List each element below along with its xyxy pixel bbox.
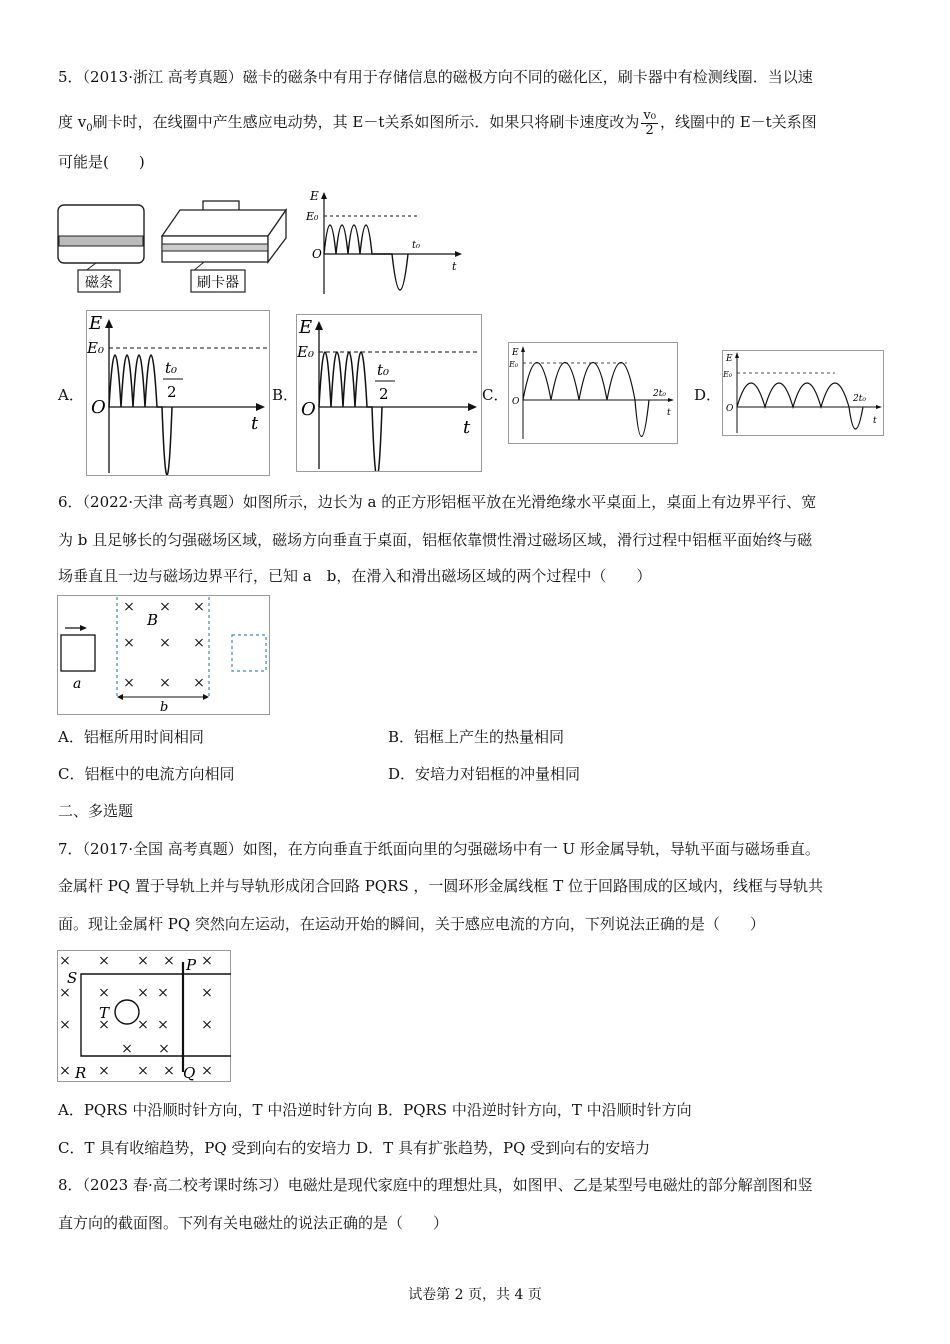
q5-line1: 5．（2013·浙江 高考真题）磁卡的磁条中有用于存储信息的磁极方向不同的磁化区，刷卡器中有检测线圈．当以速 (58, 68, 813, 86)
svg-text:O: O (312, 247, 322, 261)
svg-text:O: O (91, 397, 106, 418)
svg-text:B: B (147, 611, 159, 629)
svg-text:×: × (158, 1041, 170, 1057)
svg-text:×: × (159, 635, 171, 651)
svg-text:×: × (157, 1017, 169, 1033)
q5-option-a-label: A． (58, 386, 84, 404)
svg-text:b: b (160, 700, 169, 715)
svg-text:Q: Q (183, 1064, 196, 1082)
q6-option-a[interactable]: A．铝框所用时间相同 (58, 728, 204, 746)
svg-text:t₀: t₀ (165, 359, 178, 377)
svg-text:E: E (310, 189, 319, 203)
svg-text:×: × (157, 985, 169, 1001)
svg-text:×: × (137, 1017, 149, 1033)
svg-text:×: × (163, 953, 175, 969)
svg-text:×: × (137, 1063, 149, 1079)
page-footer: 试卷第 2 页，共 4 页 (408, 1287, 542, 1303)
svg-text:E: E (299, 317, 313, 338)
section-title: 二、多选题 (58, 802, 134, 820)
svg-text:×: × (201, 985, 213, 1001)
q7-line3: 面。现让金属杆 PQ 突然向左运动，在运动开始的瞬间，关于感应电流的方向，下列说法正确的是（ ） (58, 915, 765, 933)
svg-text:×: × (201, 953, 213, 969)
q8-line1: 8．（2023 春·高二校考课时练习）电磁灶是现代家庭中的理想灶具，如图甲、乙是某型号电磁灶的部分解剖图和竖 (58, 1176, 813, 1194)
svg-text:×: × (59, 1063, 71, 1079)
svg-text:O: O (512, 397, 520, 407)
q7-line1: 7．（2017·全国 高考真题）如图，在方向垂直于纸面向里的匀强磁场中有一 U 形金属导轨，导轨平面与磁场垂直。 (58, 840, 820, 858)
svg-text:×: × (98, 1063, 110, 1079)
svg-text:E₀: E₀ (297, 343, 314, 361)
svg-text:t₀: t₀ (412, 240, 421, 251)
svg-text:×: × (98, 1017, 110, 1033)
svg-text:2t₀: 2t₀ (853, 394, 866, 404)
svg-text:E₀: E₀ (87, 339, 104, 357)
svg-text:×: × (193, 675, 205, 691)
q5-line2: 度 $v_0$刷卡时，在线圈中产生感应电动势，其 E－t关系如图所示．如果只将刷卡速度改为 $\frac{\text{v₀}}{2}$ ，线圈中的 E－t关系图 (58, 107, 817, 138)
card-reader-figure (158, 198, 290, 296)
svg-text:×: × (59, 953, 71, 969)
q6-option-b[interactable]: B．铝框上产生的热量相同 (388, 728, 565, 746)
svg-text:T: T (99, 1004, 110, 1022)
svg-text:E: E (726, 354, 733, 364)
svg-text:×: × (98, 953, 110, 969)
svg-text:t: t (251, 413, 259, 434)
svg-text:×: × (193, 635, 205, 651)
svg-text:2t₀: 2t₀ (653, 389, 666, 399)
svg-text:×: × (123, 635, 135, 651)
svg-text:×: × (98, 985, 110, 1001)
svg-text:×: × (163, 1063, 175, 1079)
q5-option-b-graph[interactable] (296, 314, 482, 472)
svg-text:O: O (301, 399, 316, 420)
svg-text:×: × (137, 985, 149, 1001)
svg-text:t: t (667, 408, 671, 418)
q6-line1: 6．（2022·天津 高考真题）如图所示，边长为 a 的正方形铝框平放在光滑绝缘水平桌面上，桌面上有边界平行、宽 (58, 493, 817, 511)
q5-line3: 可能是( ) (58, 153, 145, 171)
magnetic-card-figure (56, 200, 148, 296)
q5-option-c-label: C． (482, 386, 509, 404)
q7-line2: 金属杆 PQ 置于导轨上并与导轨形成闭合回路 PQRS ，一圆环形金属线框 T 位于回路围成的区域内，线框与导轨共 (58, 877, 823, 895)
svg-text:E: E (89, 313, 103, 334)
svg-text:×: × (201, 1017, 213, 1033)
svg-text:×: × (123, 675, 135, 691)
q5-option-a-graph[interactable] (86, 310, 270, 476)
q8-line2: 直方向的截面图。下列有关电磁灶的说法正确的是（ ） (58, 1214, 449, 1232)
svg-text:t: t (873, 416, 877, 426)
q5-option-b-label: B． (272, 386, 299, 404)
q6-option-d[interactable]: D．安培力对铝框的冲量相同 (388, 765, 581, 783)
svg-text:R: R (75, 1064, 87, 1082)
svg-text:×: × (59, 985, 71, 1001)
label-stripe: 磁条 (85, 275, 113, 291)
svg-text:2: 2 (379, 385, 389, 403)
svg-text:a: a (73, 676, 82, 692)
q5-option-d-graph[interactable] (722, 350, 884, 436)
label-reader: 刷卡器 (197, 275, 239, 291)
svg-text:×: × (137, 953, 149, 969)
q6-line3: 场垂直且一边与磁场边界平行，已知 a b，在滑入和滑出磁场区域的两个过程中（ ） (58, 567, 652, 585)
svg-text:E₀: E₀ (306, 210, 319, 223)
svg-text:t: t (452, 260, 457, 273)
svg-text:E: E (512, 348, 519, 358)
svg-text:S: S (67, 969, 78, 987)
svg-text:O: O (726, 404, 734, 414)
svg-text:×: × (159, 675, 171, 691)
svg-text:×: × (193, 599, 205, 615)
svg-text:P: P (186, 956, 197, 974)
q7-u-rail-figure (57, 950, 231, 1082)
q5-option-c-graph[interactable] (508, 342, 678, 444)
svg-text:×: × (201, 1063, 213, 1079)
svg-text:×: × (123, 599, 135, 615)
q6-aluminum-frame-figure (57, 595, 270, 715)
speed-fraction: $\frac{\text{v₀}}{2}$ (643, 107, 656, 138)
q5-option-d-label: D． (694, 386, 722, 404)
svg-text:×: × (159, 599, 171, 615)
q6-option-c[interactable]: C．铝框中的电流方向相同 (58, 765, 235, 783)
q7-options-cd[interactable]: C．T 具有收缩趋势，PQ 受到向右的安培力 D．T 具有扩张趋势，PQ 受到向右的安培力 (58, 1139, 651, 1157)
svg-text:×: × (121, 1041, 133, 1057)
q7-options-ab[interactable]: A．PQRS 中沿顺时针方向，T 中沿逆时针方向 B．PQRS 中沿逆时针方向，T 中沿顺时针方向 (58, 1101, 692, 1119)
svg-text:t₀: t₀ (377, 361, 390, 379)
svg-text:E₀: E₀ (509, 360, 519, 369)
q6-line2: 为 b 且足够长的匀强磁场区域，磁场方向垂直于桌面，铝框依靠惯性滑过磁场区域，滑行过程中铝框平面始终与磁 (58, 531, 813, 549)
svg-text:2: 2 (167, 383, 177, 401)
original-et-graph (300, 186, 465, 298)
svg-text:t: t (463, 417, 471, 438)
svg-text:E₀: E₀ (723, 370, 733, 379)
svg-text:×: × (59, 1017, 71, 1033)
